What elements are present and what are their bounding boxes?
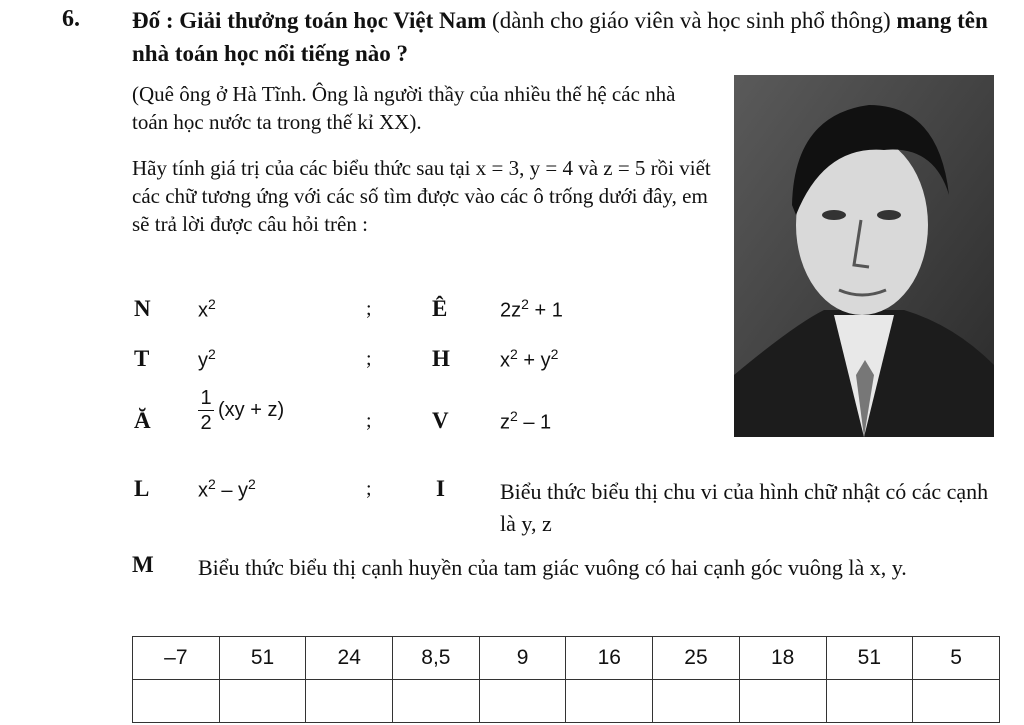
- letter-i: I: [436, 476, 445, 501]
- problem-number: 6.: [62, 6, 80, 32]
- table-row-answers: [133, 680, 1000, 723]
- expr-t: $y^2$: [198, 346, 216, 372]
- answer-cell[interactable]: [133, 680, 220, 723]
- context-paragraph: (Quê ông ở Hà Tĩnh. Ông là người thầy của nhiều thế hệ các nhà toán học nước ta trong thế kỉ XX).: [132, 82, 676, 134]
- expr-n: $x^2$: [198, 296, 216, 322]
- title-bold-question: mang tên nhà toán học nổi tiếng nào ?: [132, 8, 988, 66]
- answer-cell[interactable]: [219, 680, 306, 723]
- letter-t: T: [134, 346, 150, 371]
- table-cell: –7: [133, 637, 220, 680]
- table-cell: 24: [306, 637, 393, 680]
- problem-title: [132, 4, 1012, 70]
- instruction-paragraph: Hãy tính giá trị của các biểu thức sau tại x = 3, y = 4 và z = 5 rồi viết các chữ tương ứng với các số tìm được vào các ô trống dưới đây, em sẽ trả lời được câu hỏi trên :: [132, 156, 711, 236]
- expr-l: $x^2 - y^2$: [198, 476, 256, 502]
- letter-v: V: [432, 408, 449, 433]
- table-cell: 51: [826, 637, 913, 680]
- table-cell: 25: [653, 637, 740, 680]
- letter-m: M: [132, 552, 154, 577]
- answer-cell[interactable]: [306, 680, 393, 723]
- expr-m-description: Biểu thức biểu thị cạnh huyền của tam giác vuông có hai cạnh góc vuông là x, y.: [198, 555, 907, 580]
- expr-h: $x^2 + y^2$: [500, 346, 559, 372]
- answer-cell[interactable]: [393, 680, 480, 723]
- mathematician-portrait: [734, 75, 994, 437]
- expr-i-description: Biểu thức biểu thị chu vi của hình chữ nhật có các cạnh là y, z: [500, 479, 989, 536]
- answer-cell[interactable]: [566, 680, 653, 723]
- table-cell: 18: [739, 637, 826, 680]
- letter-h: H: [432, 346, 450, 371]
- table-cell: 8,5: [393, 637, 480, 680]
- expr-e: $2z^2 + 1$: [500, 296, 563, 322]
- letter-l: L: [134, 476, 150, 501]
- separator: ;: [366, 298, 372, 320]
- separator: ;: [366, 348, 372, 370]
- letter-a-breve: Ă: [134, 408, 151, 433]
- table-cell: 5: [913, 637, 1000, 680]
- letter-e-circumflex: Ê: [432, 296, 448, 321]
- separator: ;: [366, 478, 372, 500]
- answer-table: [132, 636, 1000, 723]
- title-normal: (dành cho giáo viên và học sinh phổ thông): [486, 8, 897, 33]
- expr-a: $\frac{1}{2}$ (xy + z): [198, 386, 284, 435]
- answer-cell[interactable]: [653, 680, 740, 723]
- fraction-half: $\frac{1}{2}$: [198, 386, 214, 435]
- table-cell: 16: [566, 637, 653, 680]
- table-cell: 51: [219, 637, 306, 680]
- separator: ;: [366, 410, 372, 432]
- table-row-values: [133, 637, 1000, 680]
- table-cell: 9: [479, 637, 566, 680]
- answer-cell[interactable]: [913, 680, 1000, 723]
- title-bold: Đố : Giải thưởng toán học Việt Nam: [132, 8, 487, 33]
- answer-cell[interactable]: [826, 680, 913, 723]
- answer-cell[interactable]: [479, 680, 566, 723]
- letter-n: N: [134, 296, 151, 321]
- expr-v: $z^2 - 1$: [500, 408, 552, 434]
- answer-cell[interactable]: [739, 680, 826, 723]
